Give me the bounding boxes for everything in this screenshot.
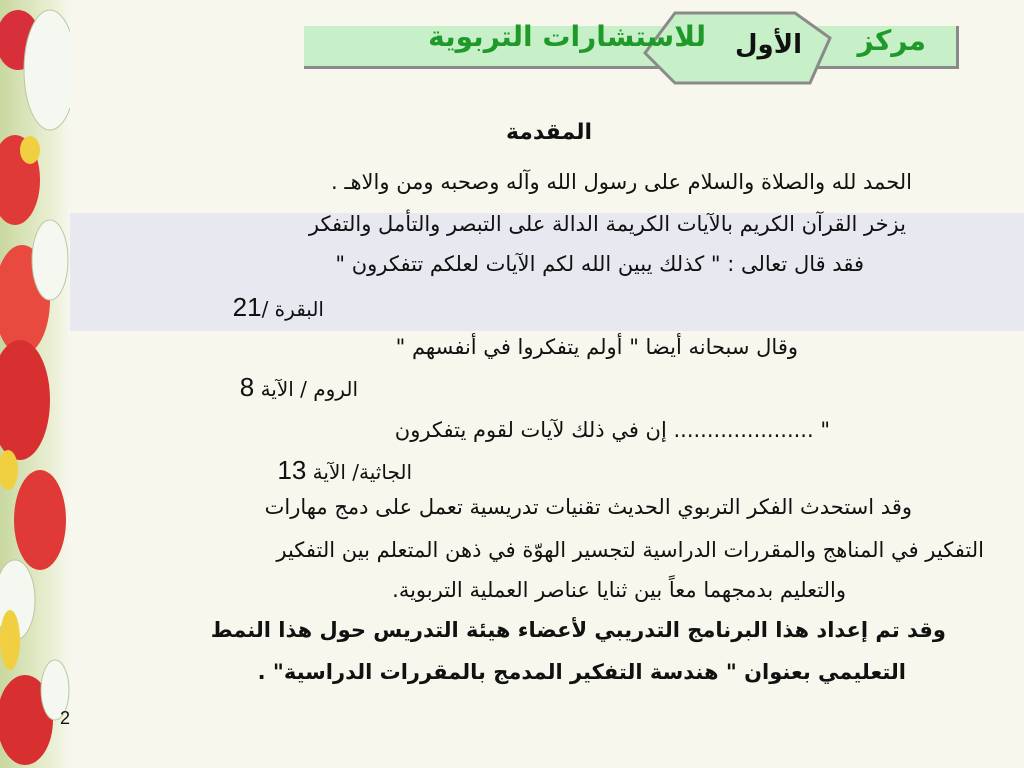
paragraph-line-3: فقد قال تعالى : " كذلك يبين الله لكم الآيات لعلكم تتفكرون "	[335, 252, 864, 276]
paragraph-line-4: وقال سبحانه أيضا " أولم يتفكروا في أنفسهم "	[395, 335, 798, 359]
reference-jathiyah	[277, 455, 412, 486]
paragraph-line-10: التعليمي بعنوان " هندسة التفكير المدمج بالمقررات الدراسية" .	[257, 660, 906, 684]
paragraph-line-1: الحمد لله والصلاة والسلام على رسول الله وآله وصحبه ومن والاهـ .	[330, 170, 912, 194]
reference-rum	[240, 372, 358, 403]
paragraph-line-5: " ..................... إن في ذلك لآيات لقوم يتفكرون	[394, 418, 830, 442]
reference-rum-label: الروم / الآية	[260, 377, 358, 401]
reference-jathiyah-label: الجاثية/ الآية	[312, 460, 412, 484]
page-heading: المقدمة	[505, 120, 592, 145]
header-title-right: مركز	[857, 24, 926, 57]
slide-number: 2	[60, 708, 71, 728]
reference-rum-number: 8	[239, 372, 255, 402]
header-title-main: للاستشارات التربوية	[428, 20, 706, 53]
reference-jathiyah-number: 13	[277, 455, 307, 485]
paragraph-line-7: التفكير في المناهج والمقررات الدراسية لتجسير الهوّة في ذهن المتعلم بين التفكير	[276, 538, 984, 562]
paragraph-line-9: وقد تم إعداد هذا البرنامج التدريبي لأعضاء هيئة التدريس حول هذا النمط	[210, 618, 946, 642]
reference-baqarah-number: 21	[232, 292, 262, 322]
paragraph-line-6: وقد استحدث الفكر التربوي الحديث تقنيات تدريسية تعمل على دمج مهارات	[264, 495, 912, 519]
reference-baqarah	[233, 292, 324, 323]
floral-border	[0, 0, 70, 768]
paragraph-line-8: والتعليم بدمجهما معاً بين ثنايا عناصر العملية التربوية.	[392, 578, 846, 602]
paragraph-line-2: يزخر القرآن الكريم بالآيات الكريمة الدالة على التبصر والتأمل والتفكر	[308, 212, 906, 236]
header-title-mid: الأول	[735, 30, 802, 60]
reference-baqarah-label: البقرة /	[261, 297, 324, 321]
